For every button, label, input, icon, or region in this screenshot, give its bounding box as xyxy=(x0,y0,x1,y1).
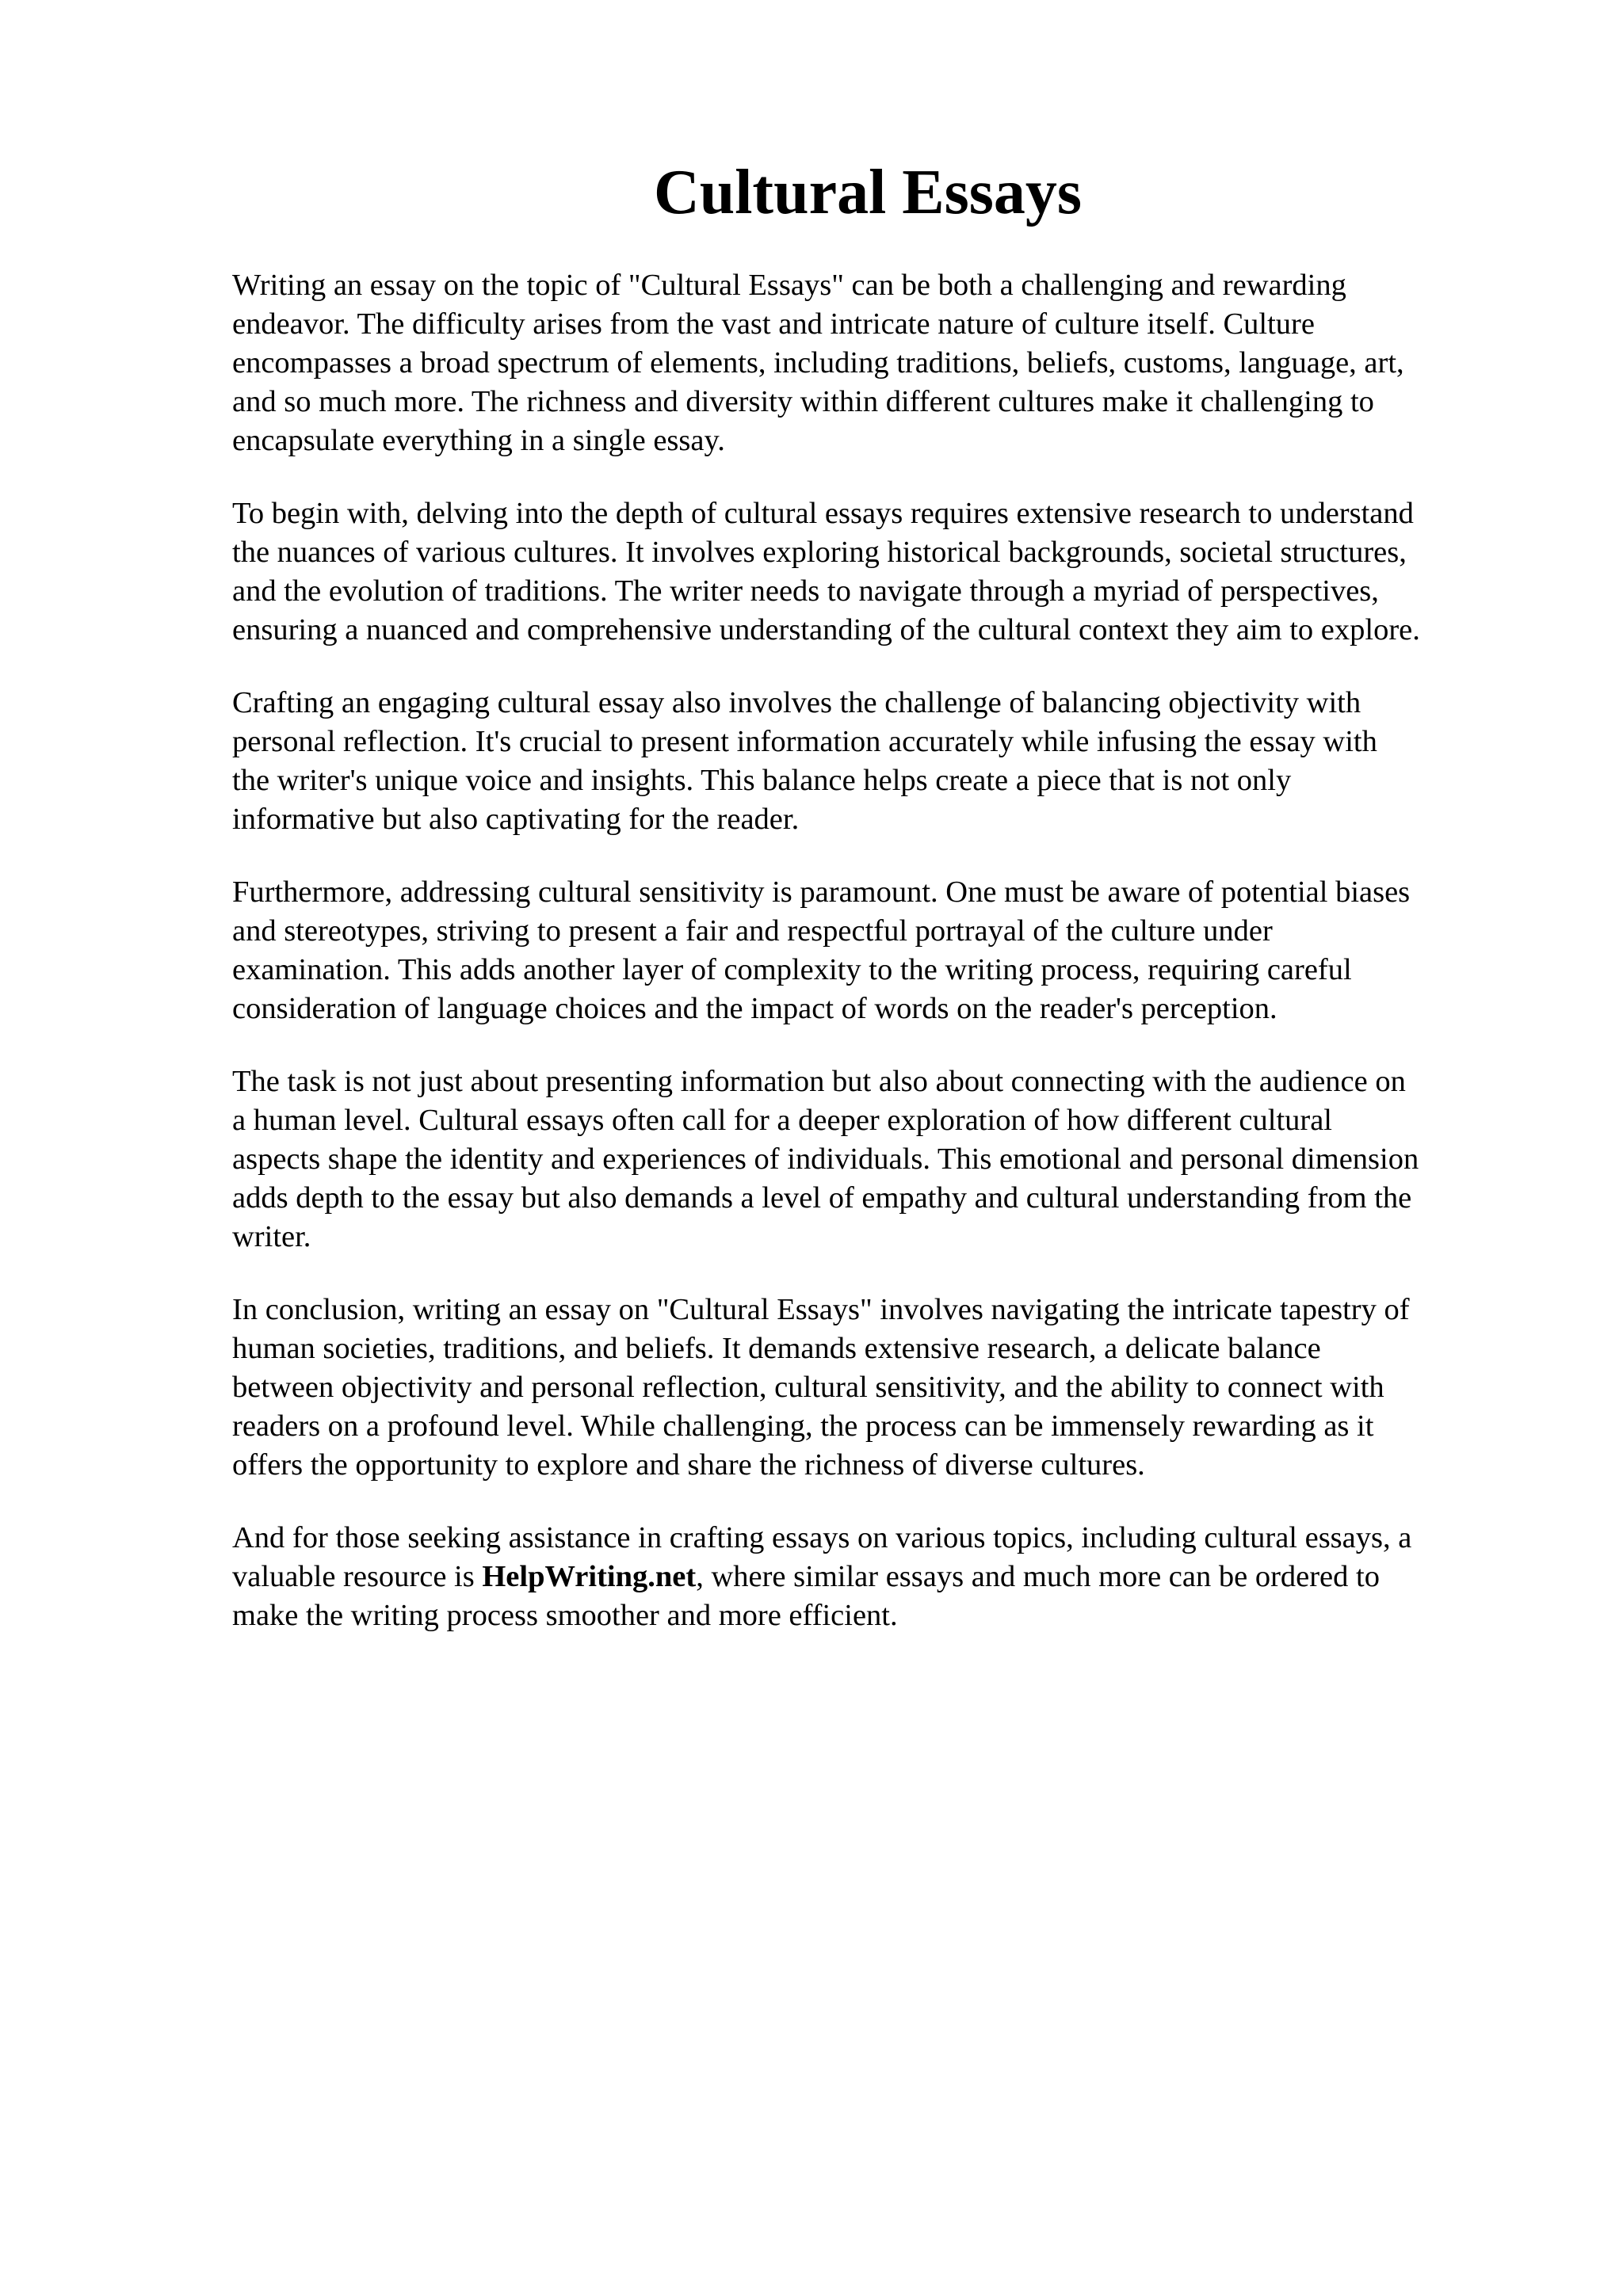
text-line: In conclusion, writing an essay on "Cultural Essays" involves navigating the intricate tapestry of xyxy=(232,1293,1410,1326)
paragraph-4 xyxy=(232,873,1532,1028)
paragraph-1 xyxy=(232,266,1532,460)
text-line: between objectivity and personal reflection, cultural sensitivity, and the ability to connect with xyxy=(232,1371,1384,1404)
text-line: readers on a profound level. While challenging, the process can be immensely rewarding as it xyxy=(232,1409,1374,1443)
text-line: ensuring a nuanced and comprehensive understanding of the cultural context they aim to explore. xyxy=(232,613,1420,646)
text-line: examination. This adds another layer of complexity to the writing process, requiring careful xyxy=(232,953,1352,986)
text-line: adds depth to the essay but also demands a level of empathy and cultural understanding from the xyxy=(232,1181,1412,1215)
text-line: Crafting an engaging cultural essay also involves the challenge of balancing objectivity with xyxy=(232,686,1361,719)
page-title: Cultural Essays xyxy=(653,158,1083,227)
text-line: writer. xyxy=(232,1220,311,1253)
text-line: To begin with, delving into the depth of cultural essays requires extensive research to understand xyxy=(232,497,1414,530)
essay-body xyxy=(232,266,1532,1669)
text-line: personal reflection. It's crucial to present information accurately while infusing the essay with xyxy=(232,725,1377,758)
text-line: human societies, traditions, and beliefs. It demands extensive research, a delicate balance xyxy=(232,1332,1321,1365)
text-line: a human level. Cultural essays often call for a deeper exploration of how different cultural xyxy=(232,1104,1332,1137)
text-line: make the writing process smoother and more efficient. xyxy=(232,1599,898,1632)
text-line: endeavor. The difficulty arises from the vast and intricate nature of culture itself. Culture xyxy=(232,307,1315,341)
text-line: And for those seeking assistance in crafting essays on various topics, including cultural essays, a xyxy=(232,1521,1412,1554)
text-fragment: , where similar essays and much more can be ordered to xyxy=(696,1560,1380,1593)
text-line: Furthermore, addressing cultural sensitivity is paramount. One must be aware of potential biases xyxy=(232,875,1411,909)
text-line: The task is not just about presenting information but also about connecting with the audience on xyxy=(232,1065,1406,1098)
text-line: offers the opportunity to explore and share the richness of diverse cultures. xyxy=(232,1448,1145,1482)
paragraph-6 xyxy=(232,1291,1532,1485)
text-line: Writing an essay on the topic of "Cultural Essays" can be both a challenging and rewarding xyxy=(232,269,1346,302)
text-line: informative but also captivating for the reader. xyxy=(232,803,800,836)
text-line: encapsulate everything in a single essay. xyxy=(232,424,725,457)
text-line: aspects shape the identity and experiences of individuals. This emotional and personal dimension xyxy=(232,1142,1419,1176)
text-line: the nuances of various cultures. It involves exploring historical backgrounds, societal structures, xyxy=(232,536,1407,569)
text-line: and the evolution of traditions. The writer needs to navigate through a myriad of perspectives, xyxy=(232,574,1379,608)
paragraph-5 xyxy=(232,1062,1532,1257)
paragraph-3 xyxy=(232,684,1532,839)
text-line: and stereotypes, striving to present a fair and respectful portrayal of the culture under xyxy=(232,914,1273,948)
text-line: consideration of language choices and the impact of words on the reader's perception. xyxy=(232,992,1277,1025)
text-line: encompasses a broad spectrum of elements, including traditions, beliefs, customs, language, art, xyxy=(232,346,1404,379)
helpwriting-link[interactable]: HelpWriting.net xyxy=(482,1560,697,1593)
paragraph-2 xyxy=(232,494,1532,650)
paragraph-closing xyxy=(232,1519,1532,1635)
text-fragment: valuable resource is xyxy=(232,1560,483,1593)
text-line: the writer's unique voice and insights. This balance helps create a piece that is not only xyxy=(232,764,1292,797)
text-line: and so much more. The richness and diversity within different cultures make it challenging to xyxy=(232,385,1374,418)
text-line-with-link xyxy=(232,1558,1532,1596)
